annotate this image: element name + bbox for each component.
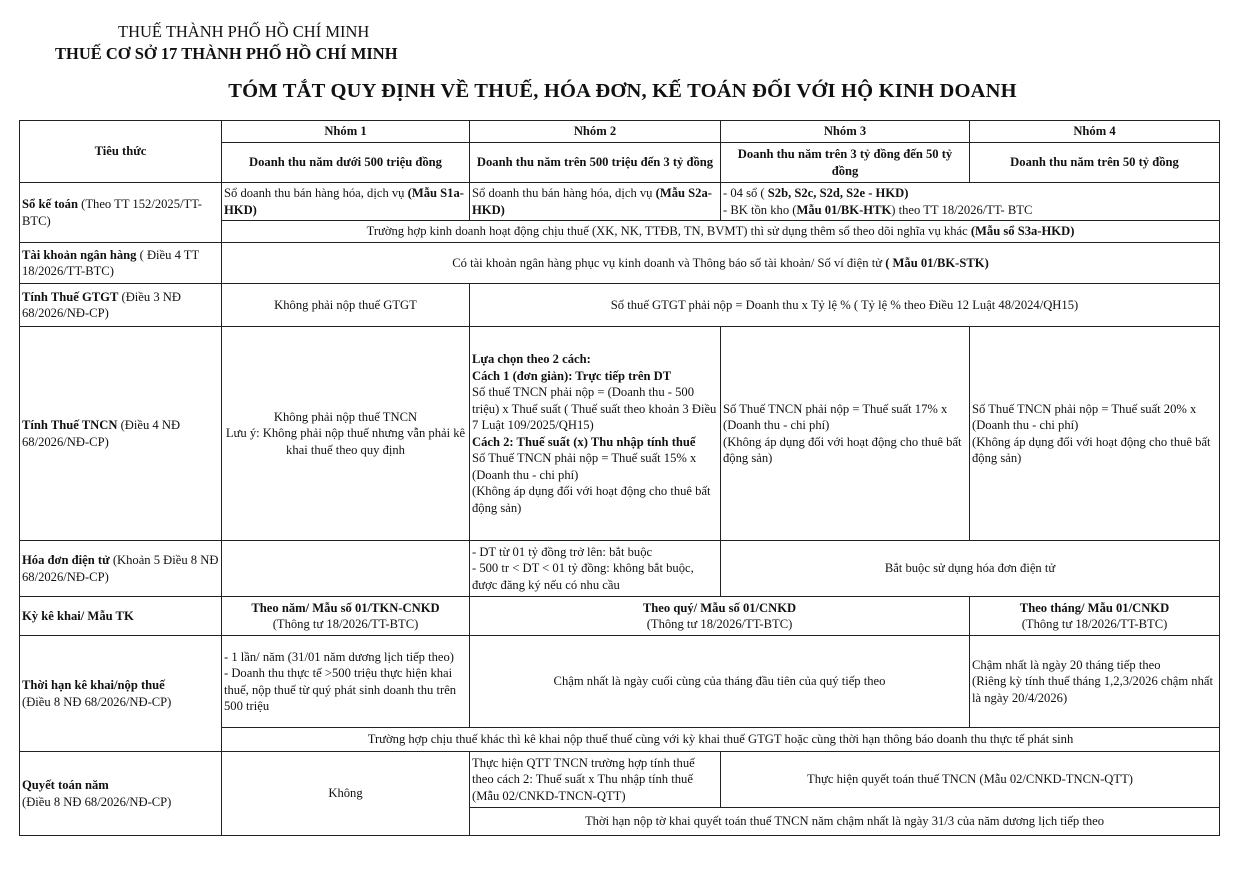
hoa-don-group-1 [222, 541, 470, 597]
criteria-thoi-han: Thời hạn kê khai/nộp thuế (Điều 8 NĐ 68/2026/NĐ-CP) [20, 636, 222, 752]
tai-khoan-all-groups: Có tài khoản ngân hàng phục vụ kinh doanh và Thông báo số tài khoản/ Số ví điện tử ( Mẫu 01/BK-STK) [222, 243, 1220, 284]
so-ke-toan-group-1: Sổ doanh thu bán hàng hóa, dịch vụ (Mẫu S1a-HKD) [222, 183, 470, 221]
criteria-tai-khoan: Tài khoản ngân hàng ( Điều 4 TT 18/2026/TT-BTC) [20, 243, 222, 284]
ky-ke-khai-group-2-3: Theo quý/ Mẫu số 01/CNKD (Thông tư 18/2026/TT-BTC) [470, 597, 970, 636]
quyet-toan-group-3-4: Thực hiện quyết toán thuế TNCN (Mẫu 02/CNKD-TNCN-QTT) [721, 752, 1220, 808]
criteria-gtgt: Tính Thuế GTGT (Điều 3 NĐ 68/2026/NĐ-CP) [20, 284, 222, 327]
thoi-han-note: Trường hợp chịu thuế khác thì kê khai nộp thuế thuế cùng với kỳ khai thuế GTGT hoặc cùng thời hạn thông báo doanh thu thực tế phát sinh [222, 728, 1220, 752]
criteria-hoa-don: Hóa đơn điện tử (Khoản 5 Điều 8 NĐ 68/2026/NĐ-CP) [20, 541, 222, 597]
row-thoi-han [20, 636, 1220, 728]
group-1-desc: Doanh thu năm dưới 500 triệu đồng [222, 143, 470, 183]
tncn-group-4: Số Thuế TNCN phải nộp = Thuế suất 20% x (Doanh thu - chi phí) (Không áp dụng đối với hoạt động cho thuê bất động sản) [970, 327, 1220, 541]
ky-ke-khai-group-1: Theo năm/ Mẫu số 01/TKN-CNKD (Thông tư 18/2026/TT-BTC) [222, 597, 470, 636]
quyet-toan-group-1: Không [222, 752, 470, 836]
org-line-2: THUẾ CƠ SỞ 17 THÀNH PHỐ HỒ CHÍ MINH [55, 44, 398, 63]
group-1-name: Nhóm 1 [222, 121, 470, 143]
row-hoa-don [20, 541, 1220, 597]
so-ke-toan-group-3-4: - 04 sổ ( S2b, S2c, S2d, S2e - HKD) - BK tồn kho (Mẫu 01/BK-HTK) theo TT 18/2026/TT- BTC [721, 183, 1220, 221]
gtgt-group-1: Không phải nộp thuế GTGT [222, 284, 470, 327]
group-2-name: Nhóm 2 [470, 121, 721, 143]
org-line-1: THUẾ THÀNH PHỐ HỒ CHÍ MINH [118, 22, 370, 41]
ky-ke-khai-group-4: Theo tháng/ Mẫu 01/CNKD (Thông tư 18/2026/TT-BTC) [970, 597, 1220, 636]
group-4-name: Nhóm 4 [970, 121, 1220, 143]
row-tai-khoan [20, 243, 1220, 284]
so-ke-toan-note: Trường hợp kinh doanh hoạt động chịu thuế (XK, NK, TTĐB, TN, BVMT) thì sử dụng thêm sổ theo dõi nghĩa vụ khác (Mẫu sổ S3a-HKD) [222, 221, 1220, 243]
criteria-so-ke-toan: Sổ kế toán (Theo TT 152/2025/TT-BTC) [20, 183, 222, 243]
group-3-name: Nhóm 3 [721, 121, 970, 143]
quyet-toan-note: Thời hạn nộp tờ khai quyết toán thuế TNCN năm chậm nhất là ngày 31/3 của năm dương lịch tiếp theo [470, 808, 1220, 836]
group-name-row [20, 121, 1220, 143]
thoi-han-group-1: - 1 lần/ năm (31/01 năm dương lịch tiếp theo) - Doanh thu thực tế >500 triệu thực hiện khai thuế, nộp thuế từ quý phát sinh doanh thu trên 500 triệu [222, 636, 470, 728]
criteria-tncn: Tính Thuế TNCN (Điều 4 NĐ 68/2026/NĐ-CP) [20, 327, 222, 541]
hoa-don-group-3-4: Bắt buộc sử dụng hóa đơn điện tử [721, 541, 1220, 597]
criteria-ky-ke-khai: Kỳ kê khai/ Mẫu TK [20, 597, 222, 636]
row-gtgt [20, 284, 1220, 327]
so-ke-toan-group-2: Sổ doanh thu bán hàng hóa, dịch vụ (Mẫu S2a-HKD) [470, 183, 721, 221]
thoi-han-group-2-3: Chậm nhất là ngày cuối cùng của tháng đầu tiên của quý tiếp theo [470, 636, 970, 728]
quyet-toan-group-2: Thực hiện QTT TNCN trường hợp tính thuế theo cách 2: Thuế suất x Thu nhập tính thuế (Mẫu 02/CNKD-TNCN-QTT) [470, 752, 721, 808]
group-3-desc: Doanh thu năm trên 3 tỷ đồng đến 50 tỷ đồng [721, 143, 970, 183]
gtgt-group-2-4: Số thuế GTGT phải nộp = Doanh thu x Tỷ lệ % ( Tỷ lệ % theo Điều 12 Luật 48/2024/QH15) [470, 284, 1220, 327]
hoa-don-group-2: - DT từ 01 tỷ đồng trở lên: bắt buộc - 500 tr < DT < 01 tỷ đồng: không bắt buộc, được đăng ký nếu có nhu cầu [470, 541, 721, 597]
group-2-desc: Doanh thu năm trên 500 triệu đến 3 tỷ đồng [470, 143, 721, 183]
group-4-desc: Doanh thu năm trên 50 tỷ đồng [970, 143, 1220, 183]
row-tncn [20, 327, 1220, 541]
tncn-group-3: Số Thuế TNCN phải nộp = Thuế suất 17% x (Doanh thu - chi phí) (Không áp dụng đối với hoạt động cho thuê bất động sản) [721, 327, 970, 541]
criteria-header: Tiêu thức [20, 121, 222, 183]
row-quyet-toan [20, 752, 1220, 808]
row-so-ke-toan [20, 183, 1220, 221]
tncn-group-1: Không phải nộp thuế TNCN Lưu ý: Không phải nộp thuế nhưng vẫn phải kê khai thuế theo quy định [222, 327, 470, 541]
document-title: TÓM TẮT QUY ĐỊNH VỀ THUẾ, HÓA ĐƠN, KẾ TOÁN ĐỐI VỚI HỘ KINH DOANH [228, 80, 1017, 102]
regulation-table [19, 120, 1220, 836]
thoi-han-group-4: Chậm nhất là ngày 20 tháng tiếp theo (Riêng kỳ tính thuế tháng 1,2,3/2026 chậm nhất là ngày 20/4/2026) [970, 636, 1220, 728]
criteria-quyet-toan: Quyết toán năm (Điều 8 NĐ 68/2026/NĐ-CP) [20, 752, 222, 836]
row-ky-ke-khai [20, 597, 1220, 636]
tncn-group-2: Lựa chọn theo 2 cách: Cách 1 (đơn giản): Trực tiếp trên DT Số thuế TNCN phải nộp = (Doanh thu - 500 triệu) x Thuế suất ( Thuế suất theo khoản 3 Điều 7 Luật 109/2025/QH15) Cách 2: Thuế suất (x) Thu nhập tính thuế Số Thuế TNCN phải nộp = Thuế suất 15% x (Doanh thu - chi phí) (Không áp dụng đối với hoạt động cho thuê bất động sản) [470, 327, 721, 541]
